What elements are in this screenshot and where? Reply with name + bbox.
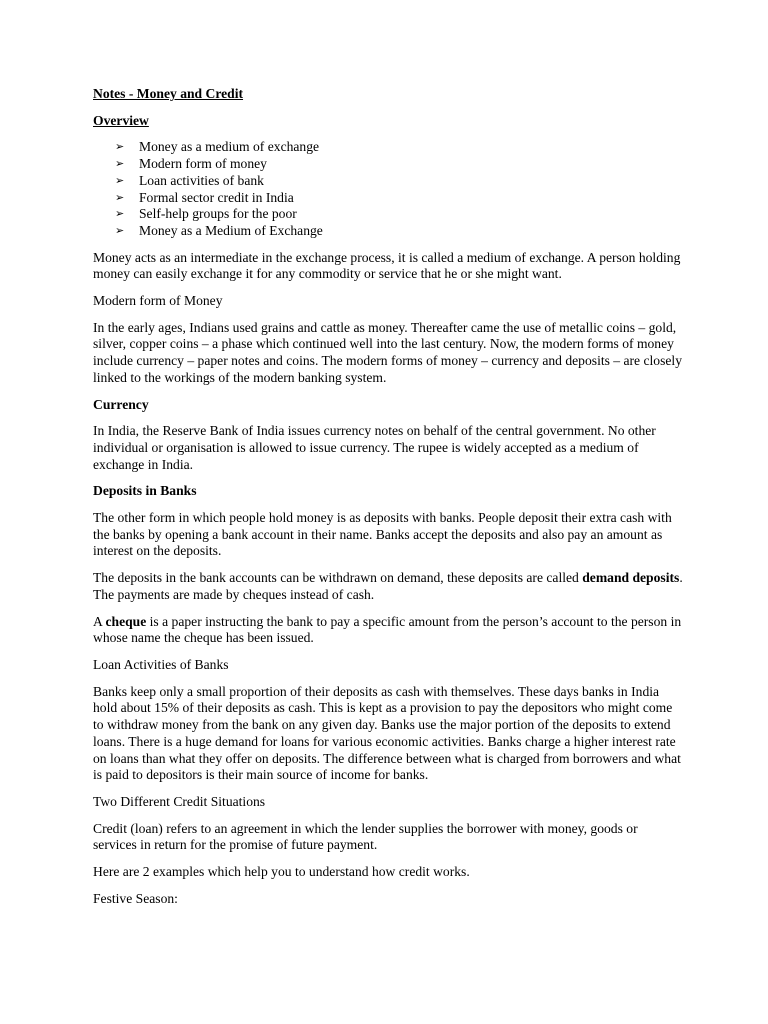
currency-paragraph: In India, the Reserve Bank of India issues currency notes on behalf of the central government. No other individual or organisation is allowed to issue currency. The rupee is widely accepted as a medium of exchange in India. xyxy=(93,423,656,472)
cheque-term: cheque xyxy=(105,613,147,629)
list-item: ➢ Formal sector credit in India xyxy=(115,189,294,205)
overview-heading: Overview xyxy=(93,112,149,128)
arrowhead-bullet-icon: ➢ xyxy=(115,157,125,171)
deposits-heading: Deposits in Banks xyxy=(93,483,197,499)
medium-of-exchange-paragraph: Money acts as an intermediate in the exchange process, it is called a medium of exchange. A person holding money can easily exchange it for any commodity or service that he or she might want. xyxy=(93,249,681,282)
list-item: ➢ Loan activities of bank xyxy=(115,172,264,188)
credit-situations-heading: Two Different Credit Situations xyxy=(93,793,266,809)
credit-examples-paragraph: Here are 2 examples which help you to understand how credit works. xyxy=(93,864,470,880)
deposits-paragraph: The other form in which people hold money is as deposits with banks. People deposit their extra cash with the banks by opening a bank account in their name. Banks accept the deposits and also pay an amount as interest on the deposits. xyxy=(93,510,672,559)
credit-definition-paragraph: Credit (loan) refers to an agreement in which the lender supplies the borrower with money, goods or services in return for the promise of future payment. xyxy=(93,820,638,853)
cheque-paragraph: A cheque is a paper instructing the bank to pay a specific amount from the person’s account to the person in whose name the cheque has been issued. xyxy=(93,613,682,646)
arrowhead-bullet-icon: ➢ xyxy=(115,173,125,187)
modern-form-paragraph: In the early ages, Indians used grains and cattle as money. Thereafter came the use of metallic coins – gold, silver, copper coins – a phase which continued well into the last century. Now, the modern forms of money include currency – paper notes and coins. The modern forms of money – currency and deposits – are closely linked to the workings of the modern banking system. xyxy=(93,319,682,385)
loan-activities-heading: Loan Activities of Banks xyxy=(93,656,229,672)
arrowhead-bullet-icon: ➢ xyxy=(115,223,125,237)
list-item: ➢ Self-help groups for the poor xyxy=(115,206,297,222)
arrowhead-bullet-icon: ➢ xyxy=(115,190,125,204)
overview-list xyxy=(93,139,683,239)
arrowhead-bullet-icon: ➢ xyxy=(115,207,125,221)
modern-form-heading: Modern form of Money xyxy=(93,293,223,309)
arrowhead-bullet-icon: ➢ xyxy=(115,140,125,154)
currency-heading: Currency xyxy=(93,396,149,412)
document-page xyxy=(93,86,683,917)
list-item: ➢ Money as a Medium of Exchange xyxy=(115,222,323,238)
list-item: ➢ Modern form of money xyxy=(115,156,267,172)
demand-deposits-term: demand deposits xyxy=(582,570,680,586)
loan-activities-paragraph: Banks keep only a small proportion of their deposits as cash with themselves. These days banks in India hold about 15% of their deposits as cash. This is kept as a provision to pay the depositors who might come to withdraw money from the bank on any given day. Banks use the major portion of the deposits to extend loans. There is a huge demand for loans for various economic activities. Banks charge a higher interest rate on loans than what they offer on deposits. The difference between what is charged from borrowers and what is paid to depositors is their main source of income for banks. xyxy=(93,683,681,783)
document-title: Notes - Money and Credit xyxy=(93,86,244,101)
festive-season-heading: Festive Season: xyxy=(93,890,178,906)
list-item: ➢ Money as a medium of exchange xyxy=(115,139,320,155)
demand-deposits-paragraph: The deposits in the bank accounts can be withdrawn on demand, these deposits are called demand deposits. The payments are made by cheques instead of cash. xyxy=(93,570,683,602)
